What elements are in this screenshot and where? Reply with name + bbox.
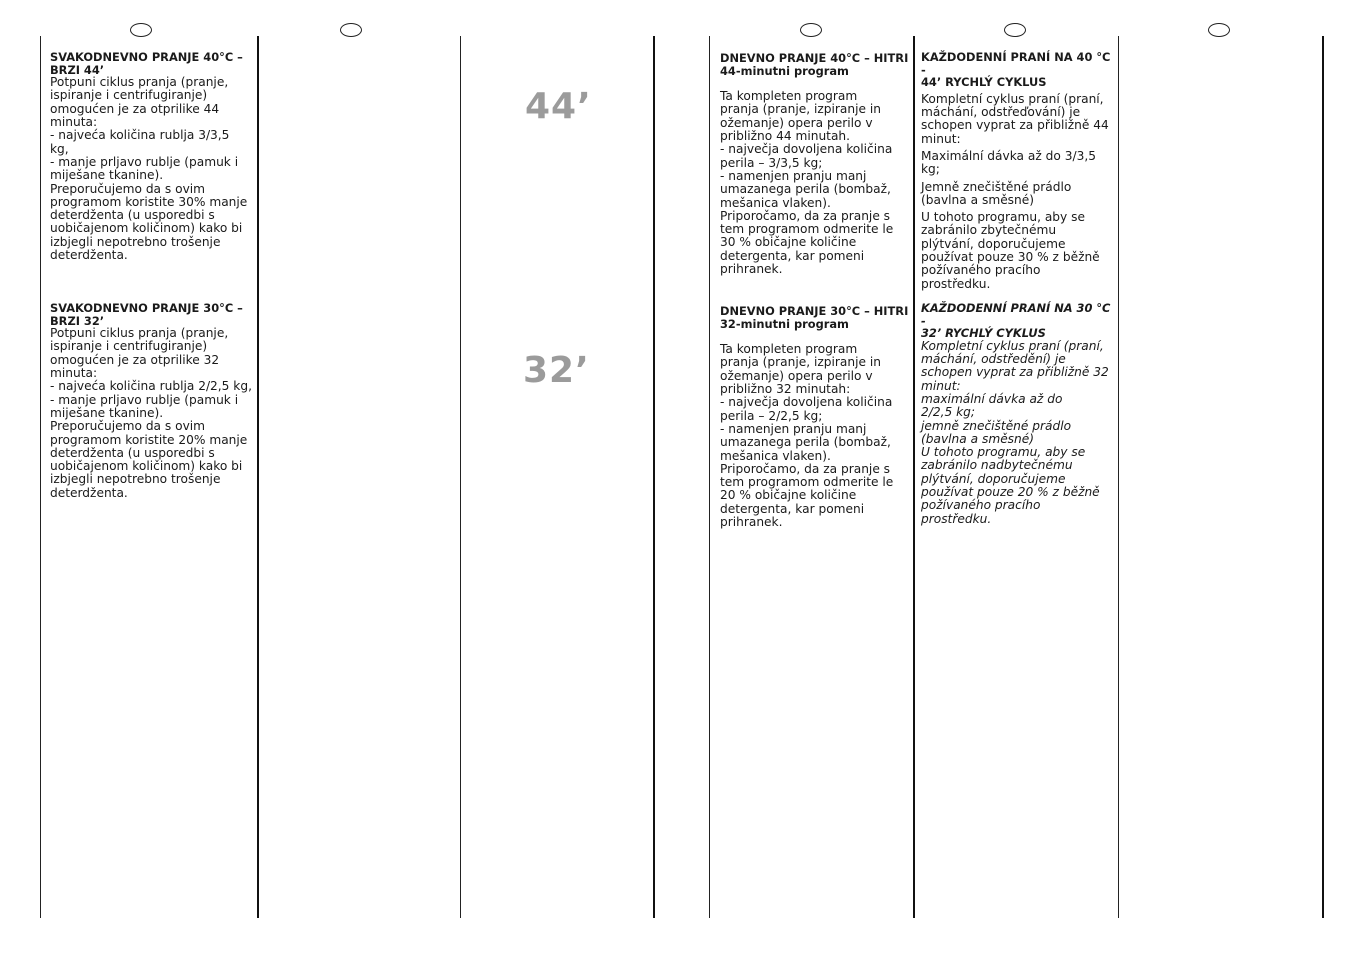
- column-divider: [1118, 36, 1119, 918]
- section-body: Potpuni ciklus pranja (pranje, ispiranje i centrifugiranje) omogućen je za otprilike 44 minuta: - najveća količina rublja 3/3,5 kg, - manje prljavo rublje (pamuk i miješane tkanine). Preporučujemo da s ovim programom koristite 30% manje deterdženta (u usporedbi s uobičajenom količinom) kako bi izbjegli nepotrebno trošenje deterdženta.: [50, 75, 248, 263]
- column-divider: [709, 36, 710, 918]
- czech-column: [921, 302, 1117, 526]
- column-marker-circle: [340, 23, 362, 37]
- section-heading: SVAKODNEVNO PRANJE 30°C – BRZI 32’: [50, 301, 243, 328]
- column-divider: [913, 36, 915, 918]
- section-body: Ta kompleten program pranja (pranje, izpiranje in ožemanje) opera perilo v približno 32 minutah: - največja dovoljena količina perila – 2/2,5 kg; - namenjen pranju manj umazanega perila (bombaž, mešanica vlaken). Priporočamo, da za pranje s tem programom odmerite le 20 % običajne količine detergenta, kar pomeni prihranek.: [720, 342, 894, 530]
- slovenian-column: [720, 305, 910, 529]
- column-marker-circle: [130, 23, 152, 37]
- column-divider: [40, 36, 41, 918]
- section-paragraph: Maximální dávka až do 3/3,5 kg;: [921, 148, 1096, 177]
- section-heading: DNEVNO PRANJE 40°C – HITRI 44-minutni program: [720, 51, 909, 78]
- section-body: Ta kompleten program pranja (pranje, izpiranje in ožemanje) opera perilo v približno 44 minutah. - največja dovoljena količina perila – 3/3,5 kg; - namenjen pranju manj umazanega perila (bombaž, mešanica vlaken). Priporočamo, da za pranje s tem programom odmerite le 30 % običajne količine detergenta, kar pomeni prihranek.: [720, 89, 894, 277]
- column-marker-circle: [800, 23, 822, 37]
- croatian-column: [50, 51, 254, 262]
- section-paragraph: U tohoto programu, aby se zabránilo zbytečnému plýtvání, doporučujeme používat pouze 30 % z běžně požívaného pracího prostředku.: [921, 210, 1100, 291]
- section-heading: SVAKODNEVNO PRANJE 40°C – BRZI 44’: [50, 50, 243, 77]
- program-duration-44: 44’: [525, 86, 592, 127]
- croatian-column: [50, 302, 254, 500]
- column-marker-circle: [1004, 23, 1026, 37]
- section-paragraph: Jemně znečištěné prádlo (bavlna a směsné): [921, 179, 1072, 207]
- column-divider: [460, 36, 461, 918]
- column-divider: [653, 36, 655, 918]
- column-divider: [257, 36, 259, 918]
- section-heading: KAŽDODENNÍ PRANÍ NA 40 °C - 44’ RYCHLÝ CYKLUS: [921, 50, 1111, 90]
- section-body: Kompletní cyklus praní (praní, máchání, odstředění) je schopen vyprat za přibližně 32 minut: maximální dávka až do 2/2,5 kg; jemně znečištěné prádlo (bavlna a směsné) U tohoto programu, aby se zabránilo nadbytečnému plýtvání, doporučujeme používat pouze 20 % z běžně požívaného pracího prostředku.: [921, 338, 1109, 526]
- czech-column: [921, 51, 1117, 291]
- column-marker-circle: [1208, 23, 1230, 37]
- program-duration-32: 32’: [523, 350, 590, 391]
- section-heading: KAŽDODENNÍ PRANÍ NA 30 °C - 32’ RYCHLÝ CYKLUS: [921, 301, 1111, 341]
- section-paragraph: Kompletní cyklus praní (praní, máchání, odstřeďování) je schopen vyprat za přibližně 44 minut:: [921, 91, 1109, 146]
- section-body: Potpuni ciklus pranja (pranje, ispiranje i centrifugiranje) omogućen je za otprilike 32 minuta: - najveća količina rublja 2/2,5 kg, - manje prljavo rublje (pamuk i miješane tkanine). Preporučujemo da s ovim programom koristite 20% manje deterdženta (u usporedbi s uobičajenom količinom) kako bi izbjegli nepotrebno trošenje deterdženta.: [50, 326, 252, 500]
- slovenian-column: [720, 52, 910, 276]
- column-divider: [1322, 36, 1324, 918]
- section-heading: DNEVNO PRANJE 30°C – HITRI 32-minutni program: [720, 304, 909, 331]
